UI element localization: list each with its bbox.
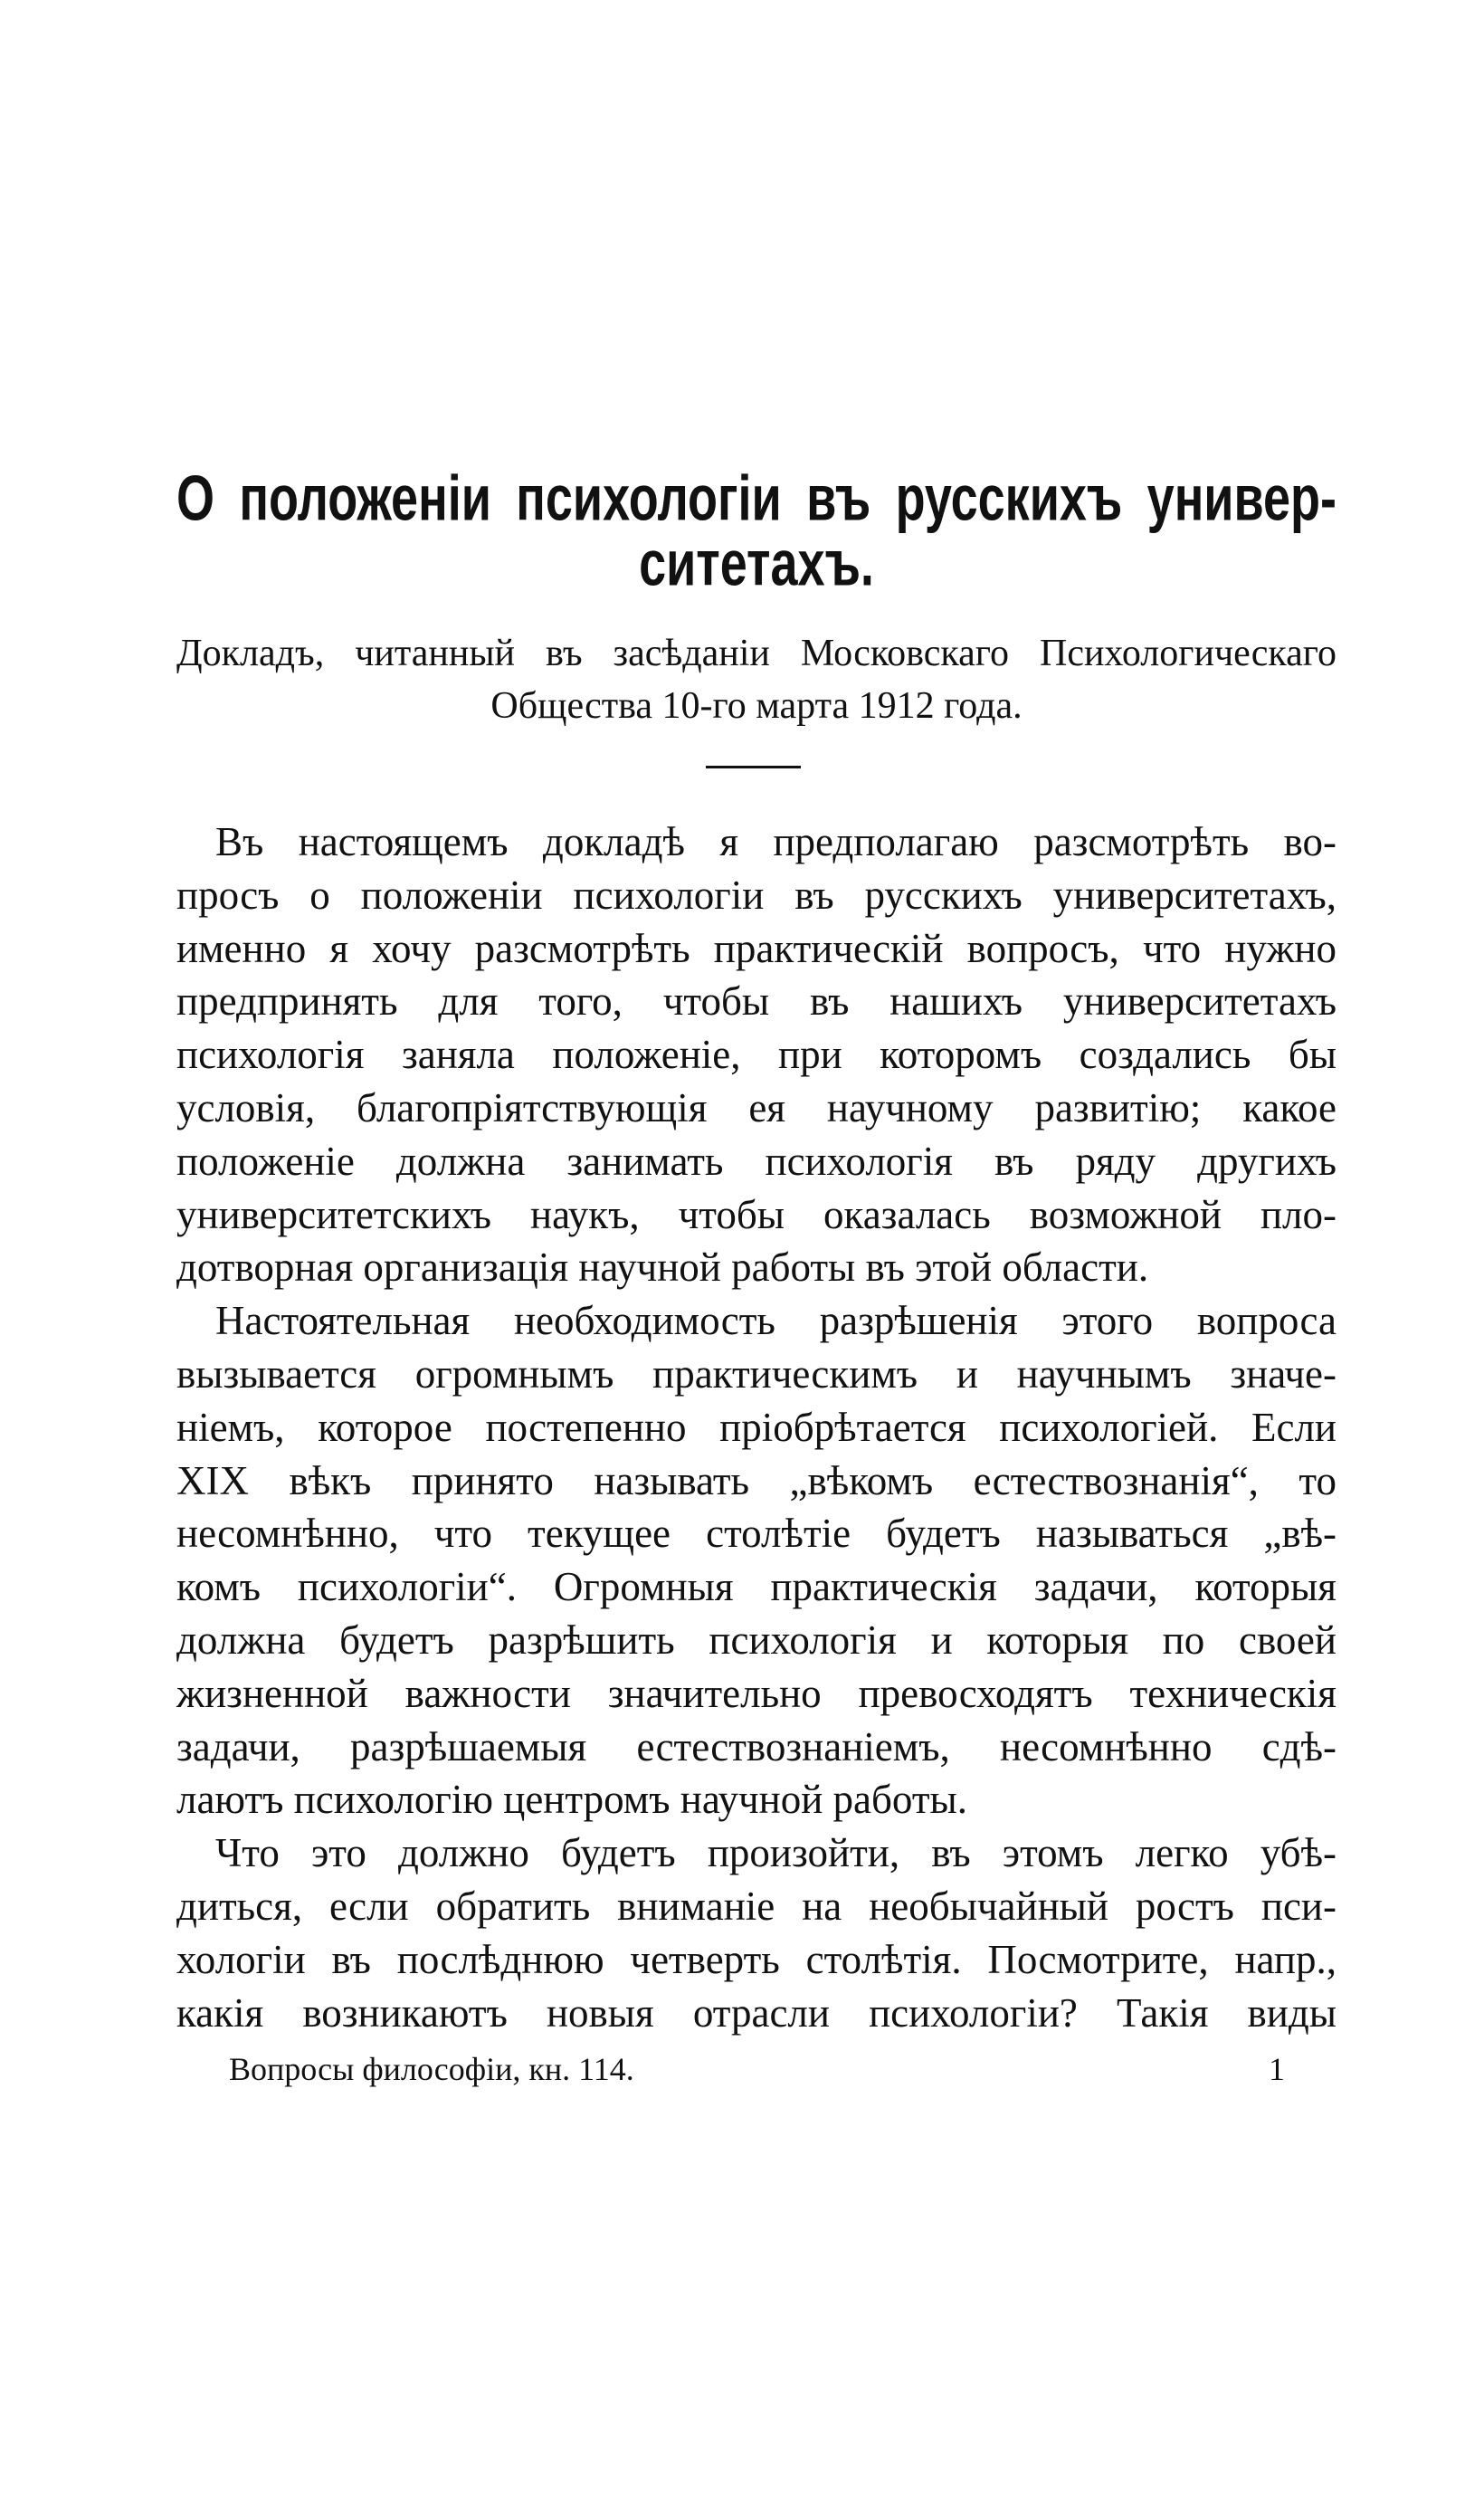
paragraph-1-line: Въ настоящемъ докладѣ я предполагаю разсмотрѣть во- — [215, 819, 1337, 864]
paragraph-2-line: лаютъ психологію центромъ научной работы. — [176, 1777, 967, 1823]
subtitle-line-2: Общества 10-го марта 1912 года. — [490, 685, 1023, 727]
paragraph-2-line: XIX вѣкъ принято называть „вѣкомъ естествознанія“, то — [176, 1457, 1337, 1503]
section-divider — [706, 766, 801, 768]
paragraph-1-line: условія, благопріятствующія ея научному развитію; какое — [176, 1084, 1337, 1130]
article-title-line-2: ситетахъ. — [639, 529, 874, 599]
subtitle-line-1: Докладъ, читанный въ засѣданіи Московскаго Психологическаго — [176, 633, 1337, 674]
paragraph-2-line: несомнѣнно, что текущее столѣтіе будетъ называться „вѣ- — [176, 1511, 1337, 1557]
page-number: 1 — [1269, 2051, 1285, 2087]
paragraph-1-line: дотворная организація научной работы въ этой области. — [176, 1245, 1149, 1291]
paragraph-1-line: психологія заняла положеніе, при которомъ создались бы — [176, 1032, 1337, 1078]
paragraph-2-line: жизненной важности значительно превосходятъ техническія — [176, 1670, 1337, 1716]
paragraph-1-line: именно я хочу разсмотрѣть практическій вопросъ, что нужно — [176, 925, 1337, 971]
paragraph-1-line: предпринять для того, чтобы въ нашихъ университетахъ — [176, 978, 1337, 1025]
article-title-line-1: О положеніи психологіи въ русскихъ универ- — [176, 463, 1337, 534]
body-text — [176, 815, 1337, 2039]
paragraph-3-line: какія возникаютъ новыя отрасли психологіи? Такія виды — [176, 1989, 1337, 2036]
paragraph-1-line: университетскихъ наукъ, чтобы оказалась возможной пло- — [176, 1191, 1337, 1237]
paragraph-2-line: задачи, разрѣшаемыя естествознаніемъ, несомнѣнно сдѣ- — [176, 1723, 1337, 1769]
paragraph-3-line: Что это должно будетъ произойти, въ этомъ легко убѣ- — [215, 1830, 1337, 1876]
paragraph-1-line: просъ о положеніи психологіи въ русскихъ университетахъ, — [176, 872, 1337, 918]
paragraph-2-line: ніемъ, которое постепенно пріобрѣтается психологіей. Если — [176, 1404, 1337, 1450]
paragraph-2-line: должна будетъ разрѣшить психологія и которыя по своей — [176, 1617, 1337, 1663]
paragraph-2-line: вызывается огромнымъ практическимъ и научнымъ значе- — [176, 1350, 1337, 1397]
paragraph-3-line: хологіи въ послѣднюю четверть столѣтія. Посмотрите, напр., — [176, 1936, 1337, 1982]
paragraph-2-line: комъ психологіи“. Огромныя практическія задачи, которыя — [176, 1564, 1337, 1610]
paragraph-3-line: диться, если обратить вниманіе на необычайный ростъ пси- — [176, 1883, 1337, 1929]
paragraph-1-line: положеніе должна занимать психологія въ ряду другихъ — [176, 1138, 1337, 1184]
paragraph-2-line: Настоятельная необходимость разрѣшенія этого вопроса — [215, 1298, 1337, 1344]
footer-journal: Вопросы философіи, кн. 114. — [229, 2051, 634, 2087]
